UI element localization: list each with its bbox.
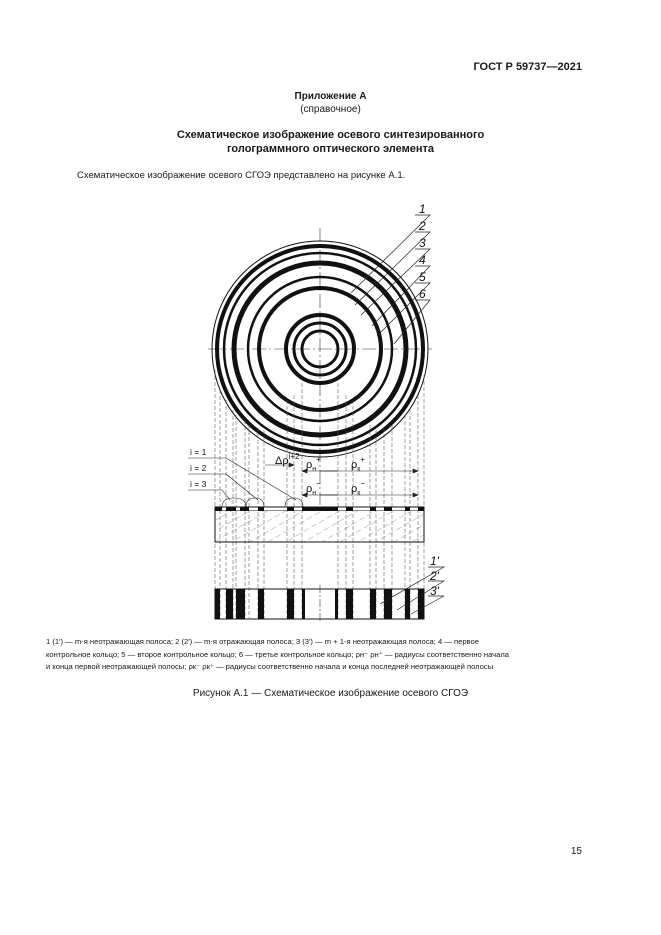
legend-line-3: и конца первой неотражающей полосы; ρк⁻ ρк⁺ — радиусы соответственно начала и конца последней неотражающей полосы (46, 662, 494, 671)
projection-lines (215, 370, 424, 618)
rho-n-minus-label: $\rho_н^-$ (306, 479, 321, 497)
figure-caption: Рисунок А.1 — Схематическое изображение осевого СГОЭ (192, 688, 469, 699)
i-labels (190, 447, 207, 489)
callout-6: 6 (419, 287, 426, 301)
hologram-element-figure (0, 195, 661, 635)
callout-2-prime: 2' (430, 569, 439, 583)
i-label-1: i = 1 (190, 447, 207, 457)
substrate-section (215, 507, 424, 542)
section-heading-line-1: Схематическое изображение осевого синтезированного (176, 129, 485, 141)
rho-n-plus-label: $\rho_н^+$ (306, 455, 321, 473)
callout-5: 5 (419, 270, 426, 284)
rho-k-minus-label: $\rho_к^-$ (351, 479, 365, 497)
top-callout-numbers (418, 202, 426, 301)
dimension-lines (265, 463, 418, 497)
stripe-pattern-bars (215, 589, 424, 619)
callout-3: 3 (419, 236, 426, 250)
section-heading-line-2: голограммного оптического элемента (226, 143, 434, 155)
i-label-2: i = 2 (190, 463, 207, 473)
zone-braces (222, 498, 303, 507)
bottom-callout-numbers (429, 554, 440, 598)
annex-subtitle: (справочное) (300, 104, 361, 115)
page-number: 15 (570, 846, 582, 857)
intro-paragraph: Схематическое изображение осевого СГОЭ представлено на рисунке А.1. (77, 170, 406, 181)
i-label-3: i = 3 (190, 479, 207, 489)
callout-1: 1 (419, 202, 426, 216)
callout-1-prime: 1' (430, 554, 439, 568)
delta-rho-label: $\Delta\rho^{i+2}$ (275, 452, 300, 467)
legend-line-2: контрольное кольцо; 5 — второе контрольное кольцо; 6 — третье контрольное кольцо; ρн⁻ ρн⁺ — радиусы соответственно начала (46, 649, 509, 659)
annex-title: Приложение А (294, 91, 367, 102)
standard-number: ГОСТ Р 59737—2021 (473, 61, 582, 73)
callout-2: 2 (419, 219, 426, 233)
figure-legend (46, 636, 586, 674)
callout-3-prime: 3' (430, 584, 439, 598)
rho-k-plus-label: $\rho_к^+$ (351, 455, 365, 473)
callout-4: 4 (419, 253, 426, 267)
stripe-pattern-frame (215, 589, 424, 619)
legend-line-1: 1 (1′) — m-я неотражающая полоса; 2 (2′) — m-я отражающая полоса; 3 (3′) — m + 1-я неотражающая полоса; 4 — первое (46, 637, 479, 646)
